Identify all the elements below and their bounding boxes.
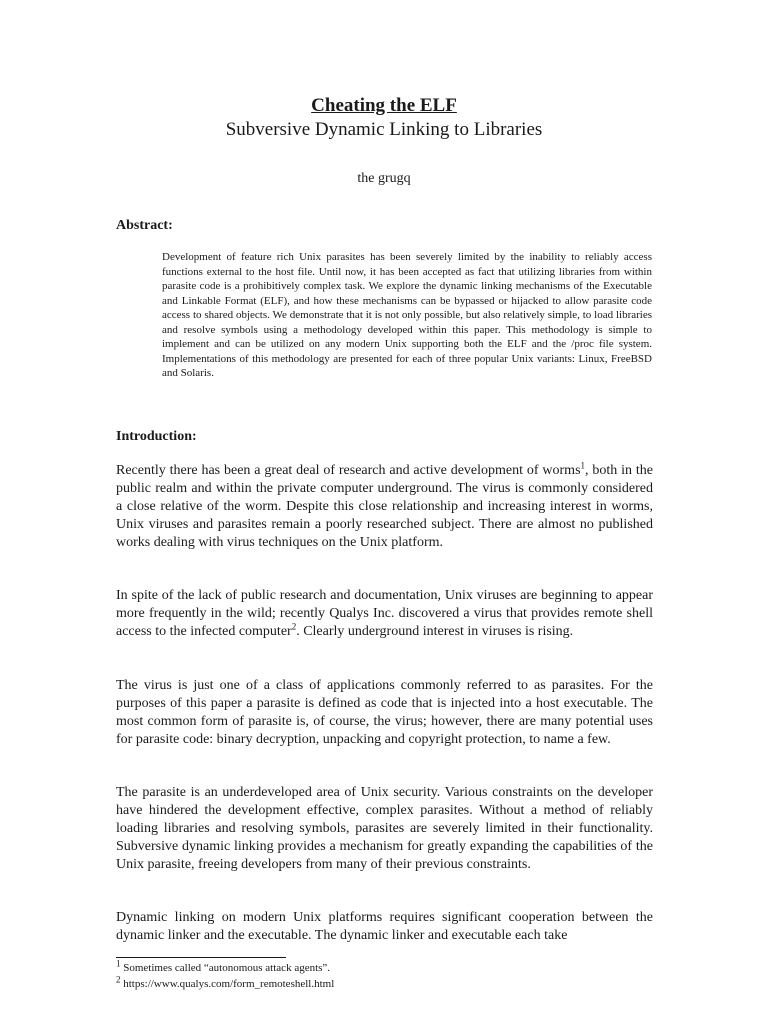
footnote-1 [116, 958, 331, 974]
introduction-heading: Introduction: [116, 429, 197, 444]
footnote-1-text: Sometimes called “autonomous attack agents”. [123, 962, 331, 974]
document-subtitle: Subversive Dynamic Linking to Libraries [225, 119, 543, 140]
paragraph-2 [116, 587, 653, 641]
footnote-2-text: https://www.qualys.com/form_remoteshell.html [123, 978, 335, 990]
footnote-1-number: 1 [116, 958, 121, 969]
footnote-2-number: 2 [116, 974, 121, 985]
footnote-divider [116, 957, 286, 958]
abstract-heading: Abstract: [116, 218, 173, 233]
paragraph-1-text-b: , both in the public realm and within the private computer underground. The virus is commonly considered a close relative of the worm. Despite this close relationship and increasing interest in worms, Unix viruses and parasites remain a poorly researched subject. There are almost no published works dealing with virus techniques on the Unix platform. [116, 463, 653, 550]
footnote-2 [116, 974, 335, 990]
paragraph-2-text-b: . Clearly underground interest in viruses is rising. [296, 624, 574, 639]
author: the grugq [357, 171, 411, 186]
paragraph-1 [116, 462, 653, 552]
paragraph-5: Dynamic linking on modern Unix platforms requires significant cooperation between the dynamic linker and the executable. The dynamic linker and executable each take [116, 910, 653, 943]
abstract-text: Development of feature rich Unix parasites has been severely limited by the inability to reliably access functions external to the host file. Until now, it has been accepted as fact that utilizing libraries from within parasite code is a prohibitively complex task. We explore the dynamic linking mechanisms of the Executable and Linkable Format (ELF), and how these mechanisms can be bypassed or hijacked to allow parasite code access to shared objects. We demonstrate that it is not only possible, but also relatively simple, to load libraries and resolve symbols using a methodology developed within this paper. This methodology is simple to implement and can be utilized on any modern Unix supporting both the ELF and the /proc file system. Implementations of this methodology are presented for each of three popular Unix variants: Linux, FreeBSD and Solaris. [162, 251, 652, 379]
paragraph-1-text-a: Recently there has been a great deal of research and active development of worms [116, 463, 581, 478]
paragraph-2-text-a: In spite of the lack of public research and documentation, Unix viruses are beginning to appear more frequently in the wild; recently Qualys Inc. discovered a virus that provides remote shell access to the infected computer [116, 588, 653, 639]
paragraph-4: The parasite is an underdeveloped area of Unix security. Various constraints on the developer have hindered the development effective, complex parasites. Without a method of reliably loading libraries and resolving symbols, parasites are severely limited in their functionality. Subversive dynamic linking provides a mechanism for greatly expanding the capabilities of the Unix parasite, freeing developers from many of their previous constraints. [116, 785, 653, 872]
paragraph-3: The virus is just one of a class of applications commonly referred to as parasites. For the purposes of this paper a parasite is defined as code that is injected into a host executable. The most common form of parasite is, of course, the virus; however, there are many potential uses for parasite code: binary decryption, unpacking and copyright protection, to name a few. [116, 678, 653, 747]
footnote-ref-2: 2 [291, 621, 297, 632]
footnote-ref-1: 1 [580, 460, 586, 471]
document-title: Cheating the ELF [311, 95, 457, 116]
